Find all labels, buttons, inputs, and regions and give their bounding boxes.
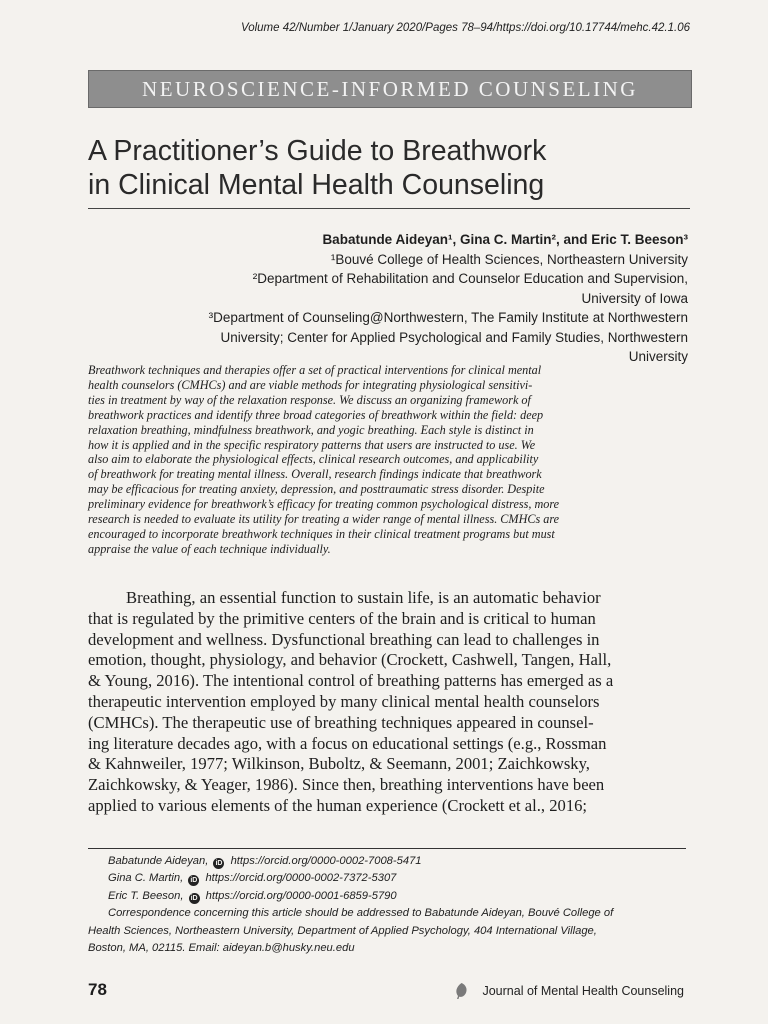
page-number: 78 [88, 980, 107, 999]
abstract-line: of breathwork for treating mental illness. Overall, research findings indicate that breathwork [88, 467, 542, 482]
abstract-line: health counselors (CMHCs) and are viable methods for integrating physiological sensitivi- [88, 377, 533, 392]
body-line: & Kahnweiler, 1977; Wilkinson, Buboltz, & Seemann, 2001; Zaichkowsky, [88, 754, 590, 774]
body-line: ing literature decades ago, with a focus on educational settings (e.g., Rossman [88, 733, 607, 753]
footnotes [88, 853, 698, 957]
leaf-icon [455, 983, 468, 999]
abstract-line: may be efficacious for treating anxiety, depression, and posttraumatic stress disorder. Despite [88, 482, 545, 497]
abstract-line: breathwork practices and identify three broad categories of breathwork within the field: deep [88, 407, 544, 422]
body-line: applied to various elements of the human experience (Crockett et al., 2016; [88, 795, 588, 815]
orcid-icon: iD [215, 860, 223, 867]
abstract-line: Breathwork techniques and therapies offer a set of practical interventions for clinical mental [88, 363, 542, 377]
abstract-line: also aim to elaborate the physiological effects, clinical research outcomes, and applicability [88, 452, 539, 467]
issue-metadata: Volume 42/Number 1/January 2020/Pages 78–94/https://doi.org/10.17744/mehc.42.1.06 [240, 22, 690, 34]
correspondence-line: Health Sciences, Northeastern University, Department of Applied Psychology, 404 International Village, [88, 924, 597, 937]
title-line: in Clinical Mental Health Counseling [88, 169, 545, 201]
title-line: A Practitioner’s Guide to Breathwork [88, 135, 547, 167]
body-line: Breathing, an essential function to sustain life, is an automatic behavior [126, 588, 601, 607]
correspondence-line: Correspondence concerning this article should be addressed to Babatunde Aideyan, Bouvé College of [108, 907, 614, 920]
orcid-entry [88, 853, 698, 870]
journal-name: Journal of Mental Health Counseling [482, 984, 684, 998]
body-paragraph [88, 588, 688, 817]
affiliation-line: University; Center for Applied Psychological and Family Studies, Northwestern [220, 329, 688, 345]
abstract-line: preliminary evidence for breathwork’s efficacy for treating common psychological distress, more [88, 497, 560, 512]
affiliation-line: ¹Bouvé College of Health Sciences, Northeastern University [330, 251, 688, 267]
body-line: therapeutic intervention employed by many clinical mental health counselors [88, 691, 600, 711]
orcid-author: Eric T. Beeson, [108, 889, 184, 902]
abstract [88, 363, 688, 557]
affiliation-line: ³Department of Counseling@Northwestern, The Family Institute at Northwestern [208, 310, 688, 325]
abstract-line: appraise the value of each technique individually. [88, 541, 331, 556]
author-names: Babatunde Aideyan¹, Gina C. Martin², and Eric T. Beeson³ [322, 232, 688, 247]
orcid-entry [88, 870, 698, 887]
affiliation-line: University of Iowa [581, 290, 688, 306]
abstract-line: how it is applied and in the specific respiratory patterns that users are instructed to use. We [88, 437, 536, 452]
article-title [88, 134, 708, 202]
body-line: development and wellness. Dysfunctional breathing can lead to challenges in [88, 629, 600, 649]
journal-footer [455, 983, 684, 999]
orcid-link[interactable]: https://orcid.org/0000-0002-7008-5471 [230, 855, 422, 867]
orcid-icon: iD [190, 894, 198, 902]
body-line: that is regulated by the primitive centers of the brain and is critical to human [88, 608, 596, 628]
body-line: emotion, thought, physiology, and behavior (Crockett, Cashwell, Tangen, Hall, [88, 650, 612, 670]
author-block [88, 230, 688, 367]
orcid-link[interactable]: https://orcid.org/0000-0002-7372-5307 [205, 872, 397, 885]
body-line: Zaichkowsky, & Yeager, 1986). Since then, breathing interventions have been [88, 775, 605, 795]
footnote-divider [88, 848, 686, 849]
abstract-line: encouraged to incorporate breathwork techniques in their clinical treatment programs but must [88, 526, 555, 541]
affiliation-line: University [628, 349, 688, 364]
orcid-author: Gina C. Martin, [108, 872, 184, 885]
section-banner [88, 70, 692, 108]
orcid-icon: iD [190, 877, 198, 885]
body-line: (CMHCs). The therapeutic use of breathing techniques appeared in counsel- [88, 712, 594, 732]
orcid-link[interactable]: https://orcid.org/0000-0001-6859-5790 [205, 889, 397, 902]
orcid-author: Babatunde Aideyan, [108, 855, 209, 867]
body-line: & Young, 2016). The intentional control of breathing patterns has emerged as a [88, 671, 614, 691]
abstract-line: research is needed to evaluate its utility for treating a wider range of mental illness. CMHCs are [88, 512, 560, 527]
affiliation-line: ²Department of Rehabilitation and Counselor Education and Supervision, [252, 271, 688, 286]
abstract-line: ties in treatment by way of the relaxation response. We discuss an organizing framework of [88, 392, 531, 407]
correspondence-line: Boston, MA, 02115. Email: aideyan.b@husky.neu.edu [88, 942, 355, 955]
title-divider [88, 208, 690, 209]
abstract-line: relaxation breathing, mindfulness breathwork, and yogic breathing. Each style is distinct in [88, 422, 534, 437]
orcid-entry [88, 888, 698, 905]
section-banner-label: NEUROSCIENCE-INFORMED COUNSELING [142, 76, 638, 101]
